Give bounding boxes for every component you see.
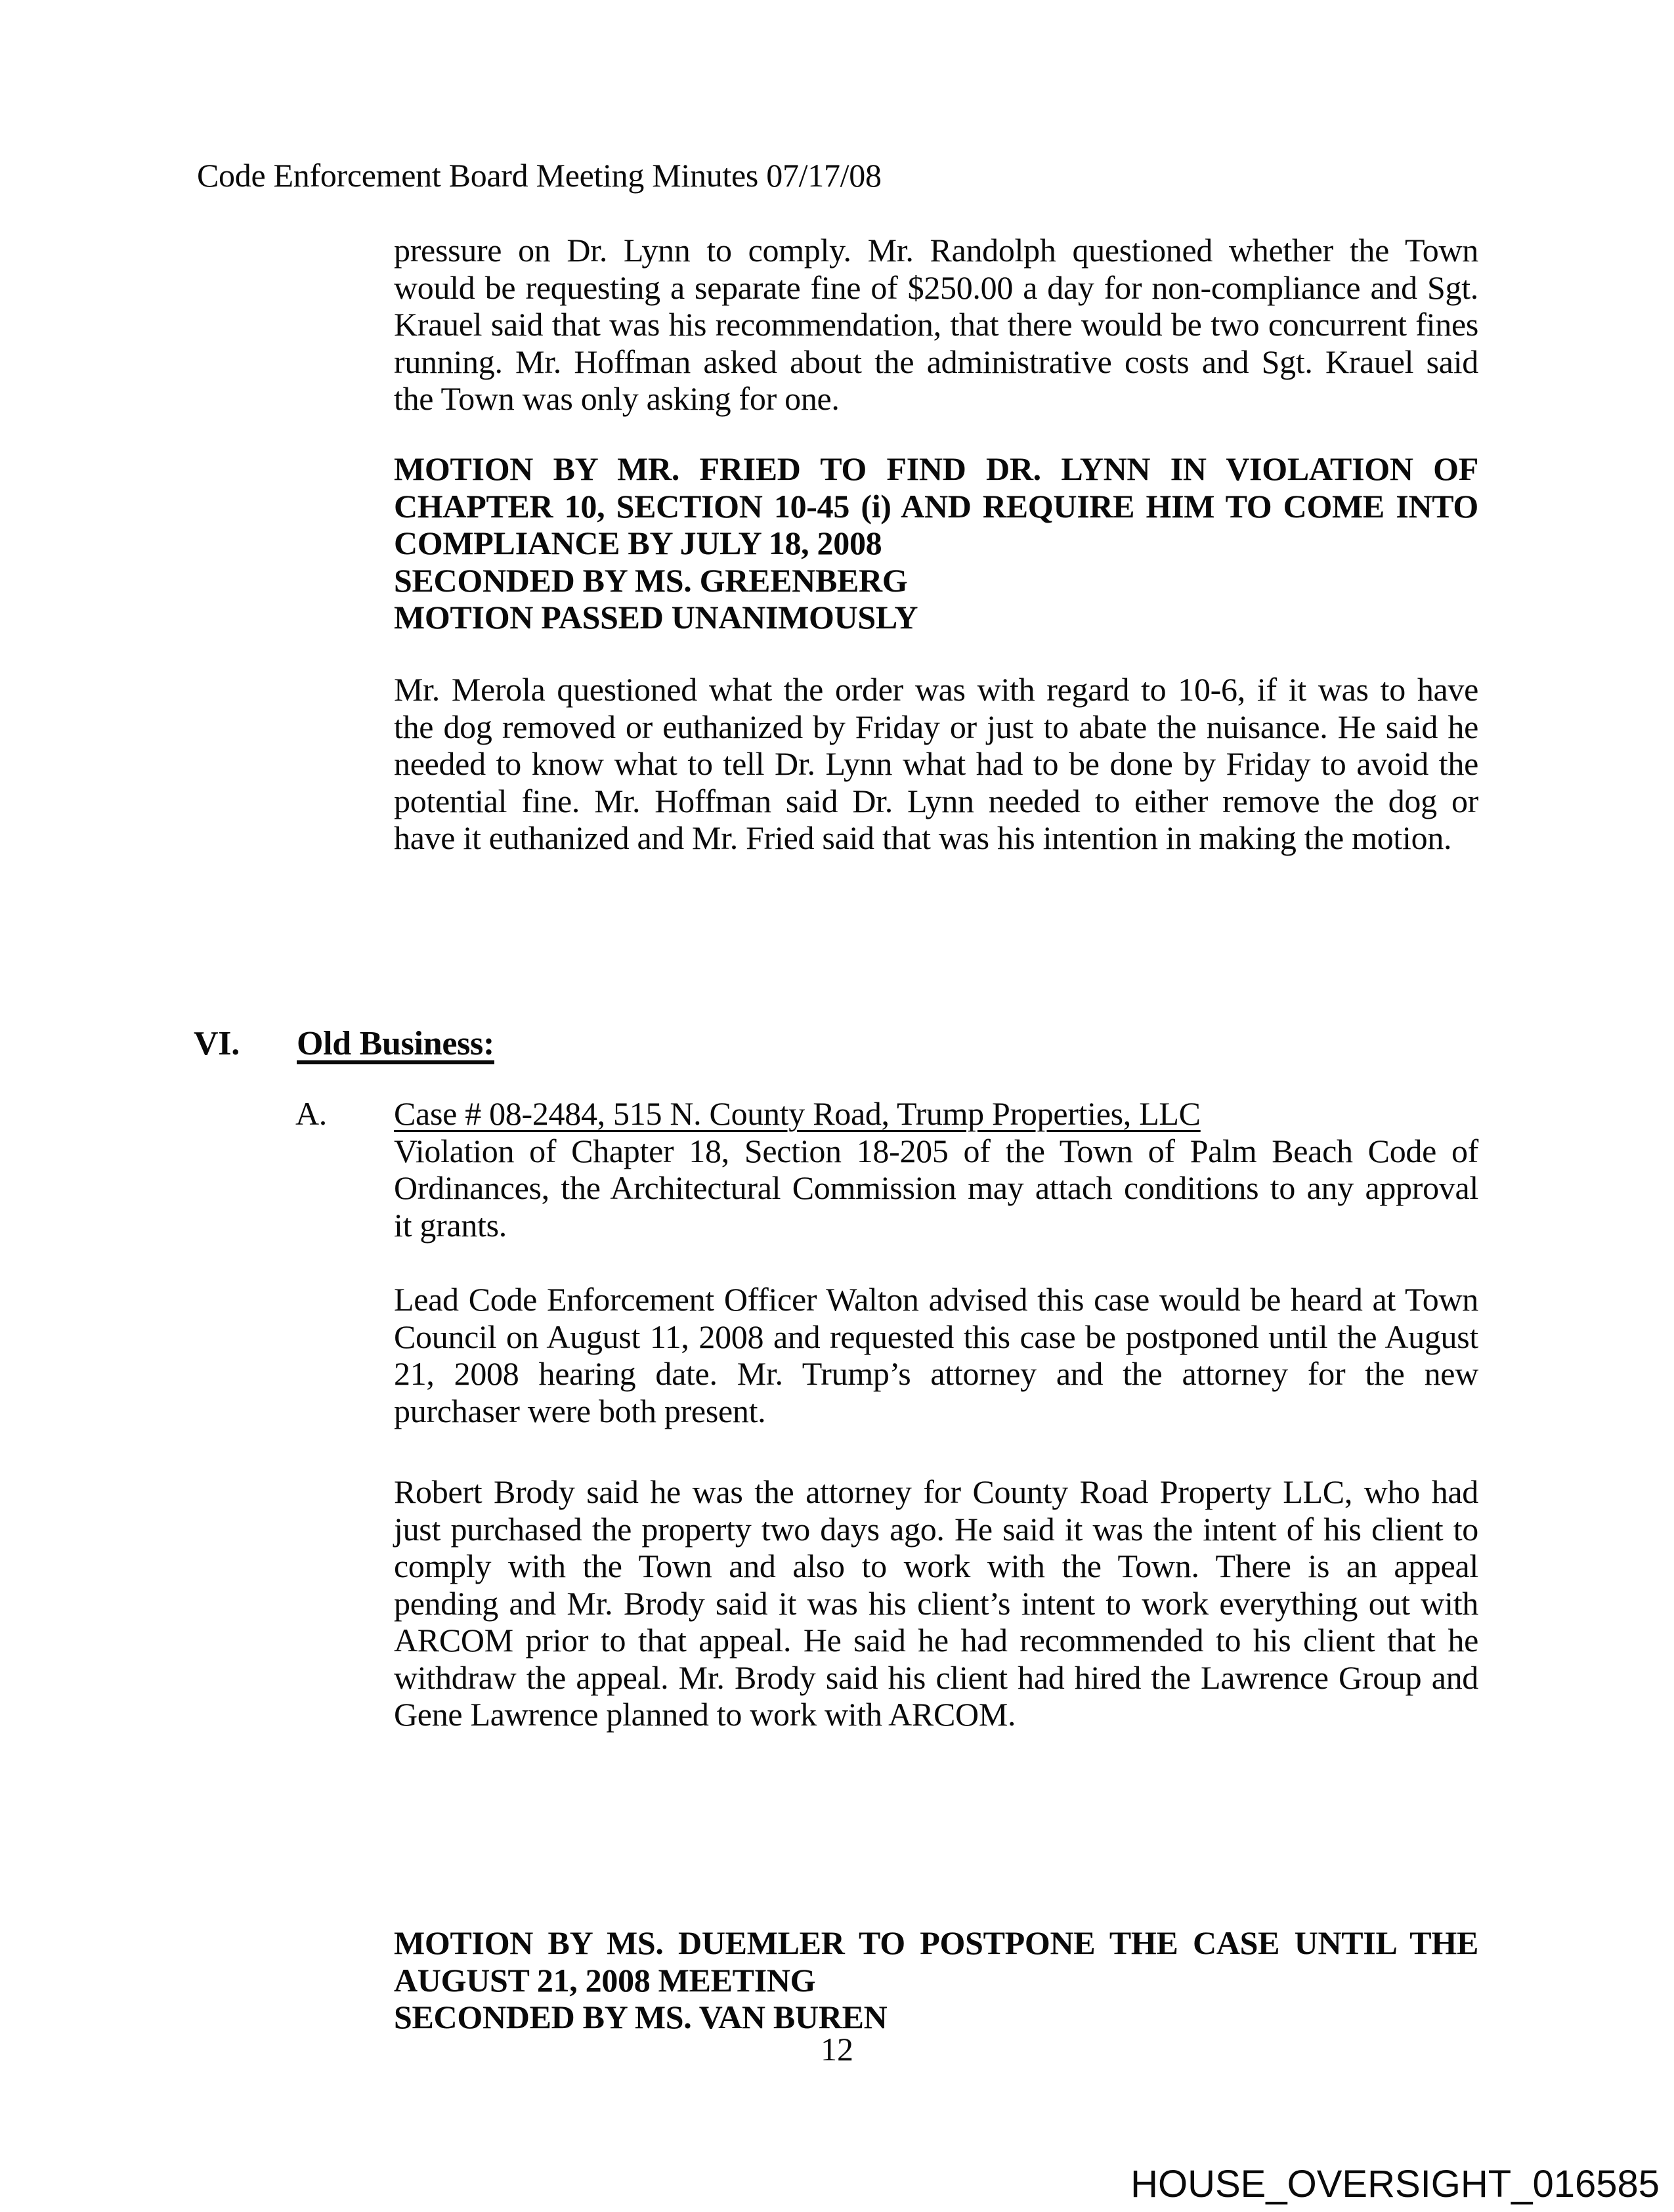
document-header: Code Enforcement Board Meeting Minutes 07/17/08 xyxy=(197,157,882,194)
motion-1-seconded: SECONDED BY MS. GREENBERG xyxy=(394,561,908,599)
motion-1-text: MOTION BY MR. FRIED TO FIND DR. LYNN IN VIOLATION OF CHAPTER 10, SECTION 10-45 (i) AND REQUIRE HIM TO COME INTO COMPLIANCE BY JULY 18, 2008 xyxy=(394,450,1478,561)
bates-stamp: HOUSE_OVERSIGHT_016585 xyxy=(1130,2163,1660,2205)
motion-block-2 xyxy=(394,1924,1478,2036)
paragraph-3: Lead Code Enforcement Officer Walton advised this case would be heard at Town Council on August 11, 2008 and requested this case be postponed until the August 21, 2008 hearing date. Mr. Trump’s attorney and the attorney for the new purchaser were both present. xyxy=(394,1281,1478,1429)
paragraph-1: pressure on Dr. Lynn to comply. Mr. Randolph questioned whether the Town would be requesting a separate fine of $250.00 a day for non-compliance and Sgt. Krauel said that was his recommendation, that there would be two concurrent fines running. Mr. Hoffman asked about the administrative costs and Sgt. Krauel said the Town was only asking for one. xyxy=(394,232,1478,417)
page-number: 12 xyxy=(821,2031,853,2068)
section-vi-title: Old Business: xyxy=(297,1025,494,1062)
motion-2-seconded: SECONDED BY MS. VAN BUREN xyxy=(394,1999,888,2035)
case-heading: Case # 08-2484, 515 N. County Road, Trump Properties, LLC xyxy=(394,1095,1201,1132)
paragraph-2: Mr. Merola questioned what the order was with regard to 10-6, if it was to have the dog removed or euthanized by Friday or just to abate the nuisance. He said he needed to know what to tell Dr. Lynn what had to be done by Friday to avoid the potential fine. Mr. Hoffman said Dr. Lynn needed to either remove the dog or have it euthanized and Mr. Fried said that was his intention in making the motion. xyxy=(394,671,1478,856)
paragraph-4: Robert Brody said he was the attorney for County Road Property LLC, who had just purchased the property two days ago. He said it was the intent of his client to comply with the Town and also to work with the Town. There is an appeal pending and Mr. Brody said it was his client’s intent to work everything out with ARCOM prior to that appeal. He said he had recommended to his client that he withdraw the appeal. Mr. Brody said his client had hired the Lawrence Group and Gene Lawrence planned to work with ARCOM. xyxy=(394,1473,1478,1733)
motion-1-result: MOTION PASSED UNANIMOUSLY xyxy=(394,599,918,636)
section-vi-numeral: VI. xyxy=(194,1025,240,1062)
case-violation-text: Violation of Chapter 18, Section 18-205 of the Town of Palm Beach Code of Ordinances, the Architectural Commission may attach conditions to any approval it grants. xyxy=(394,1132,1478,1244)
item-a-letter: A. xyxy=(295,1095,328,1132)
item-a-block xyxy=(394,1095,1478,1244)
motion-2-text: MOTION BY MS. DUEMLER TO POSTPONE THE CASE UNTIL THE AUGUST 21, 2008 MEETING xyxy=(394,1924,1478,1999)
motion-block-1 xyxy=(394,450,1478,636)
